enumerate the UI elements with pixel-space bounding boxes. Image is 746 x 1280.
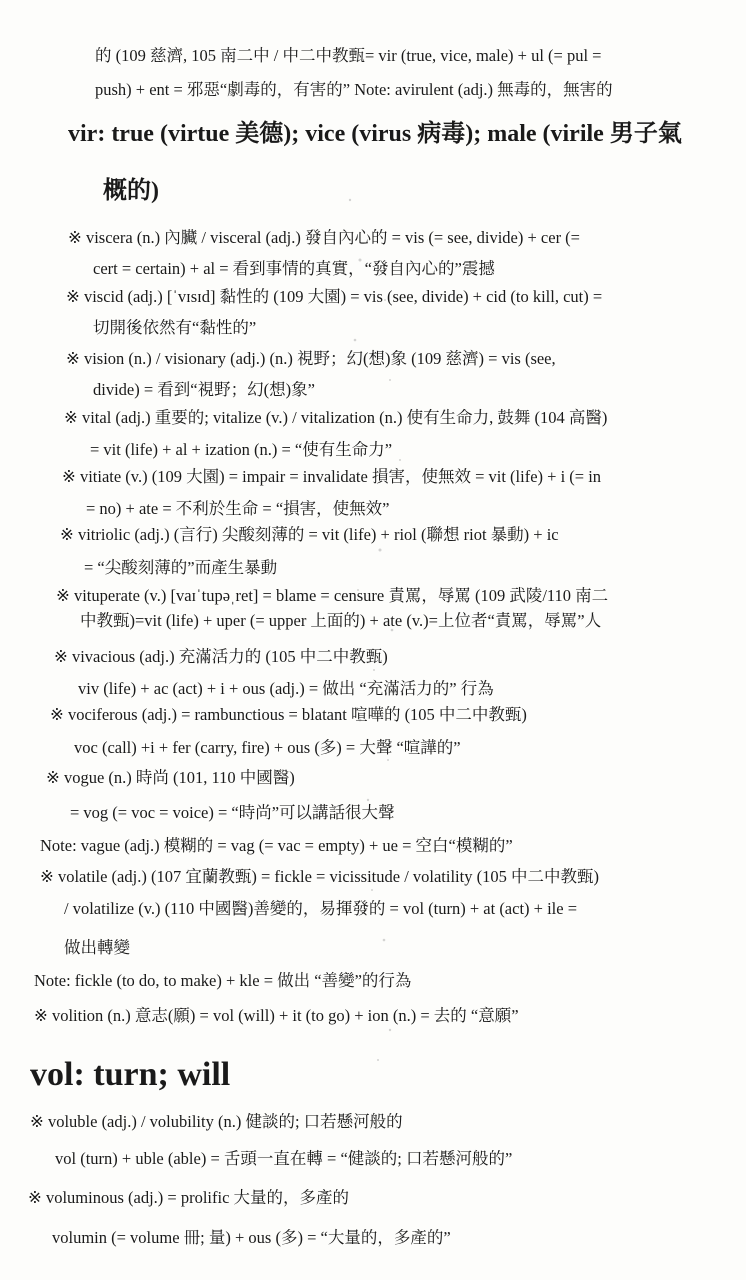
entry-vivacious-detail: viv (life) + ac (act) + i + ous (adj.) = 做出 “充滿活力的” 行為 — [78, 679, 494, 698]
entry-vitiate-detail: = no) + ate = 不利於生命 = “損害，使無效” — [86, 499, 390, 518]
root-heading-vir: vir: true (virtue 美德); vice (virus 病毒); male (virile 男子氣 — [68, 121, 682, 147]
entry-volatile: ※ volatile (adj.) (107 宜蘭教甄) = fickle = vicissitude / volatility (105 中二中教甄) — [40, 867, 599, 886]
root-heading-vol: vol: turn; will — [30, 1056, 231, 1093]
entry-vision: ※ vision (n.) / visionary (adj.) (n.) 視野；幻(想)象 (109 慈濟) = vis (see, — [66, 349, 556, 368]
entry-voluminous: ※ voluminous (adj.) = prolific 大量的，多產的 — [28, 1188, 350, 1207]
entry-volition: ※ volition (n.) 意志(願) = vol (will) + it (to go) + ion (n.) = 去的 “意願” — [34, 1006, 519, 1025]
entry-voluble-detail: vol (turn) + uble (able) = 舌頭一直在轉 = “健談的; 口若懸河般的” — [55, 1149, 513, 1168]
entry-vital: ※ vital (adj.) 重要的; vitalize (v.) / vitalization (n.) 使有生命力, 鼓舞 (104 高醫) — [64, 408, 608, 427]
note-vague: Note: vague (adj.) 模糊的 = vag (= vac = empty) + ue = 空白“模糊的” — [40, 836, 513, 855]
entry-volatile-detail-2: 做出轉變 — [64, 938, 130, 957]
entry-vital-detail: = vit (life) + al + ization (n.) = “使有生命力” — [90, 440, 393, 459]
entry-vogue: ※ vogue (n.) 時尚 (101, 110 中國醫) — [46, 768, 295, 787]
entry-vogue-detail: = vog (= voc = voice) = “時尚”可以講話很大聲 — [70, 803, 395, 822]
entry-viscera: ※ viscera (n.) 內臟 / visceral (adj.) 發自內心的 = vis (= see, divide) + cer (= — [68, 228, 580, 247]
entry-vitiate: ※ vitiate (v.) (109 大園) = impair = invalidate 損害，使無效 = vit (life) + i (= in — [62, 467, 602, 486]
entry-vituperate: ※ vituperate (v.) [vaɪˈtupəˌret] = blame = censure 責罵，辱罵 (109 武陵/110 南二 — [56, 586, 609, 605]
entry-viscid-detail: 切開後依然有“黏性的” — [93, 318, 257, 337]
entry-vitriolic-detail: = “尖酸刻薄的”而產生暴動 — [84, 558, 278, 577]
entry-vivacious: ※ vivacious (adj.) 充滿活力的 (105 中二中教甄) — [54, 647, 388, 666]
entry-vociferous: ※ vociferous (adj.) = rambunctious = blatant 喧嘩的 (105 中二中教甄) — [50, 705, 527, 724]
entry-voluminous-detail: volumin (= volume 冊; 量) + ous (多) = “大量的，多產的” — [52, 1228, 451, 1247]
entry-vitriolic: ※ vitriolic (adj.) (言行) 尖酸刻薄的 = vit (life) + riol (聯想 riot 暴動) + ic — [60, 525, 559, 544]
root-heading-vir-continued: 概的) — [103, 178, 159, 204]
entry-voluble: ※ voluble (adj.) / volubility (n.) 健談的; 口若懸河般的 — [30, 1112, 403, 1131]
note-fickle: Note: fickle (to do, to make) + kle = 做出 “善變”的行為 — [34, 971, 412, 990]
scan-noise-speckle — [330, 190, 450, 1070]
entry-vituperate-detail: 中教甄)=vit (life) + uper (= upper 上面的) + ate (v.)=上位者“責罵，辱罵”人 — [80, 611, 602, 630]
text-line-2: push) + ent = 邪惡“劇毒的，有害的” Note: avirulent (adj.) 無毒的，無害的 — [95, 80, 613, 99]
entry-viscera-detail: cert = certain) + al = 看到事情的真實，“發自內心的”震撼 — [93, 259, 495, 278]
text-line-1: 的 (109 慈濟, 105 南二中 / 中二中教甄= vir (true, vice, male) + ul (= pul = — [95, 46, 602, 65]
entry-vociferous-detail: voc (call) +i + fer (carry, fire) + ous (多) = 大聲 “喧譁的” — [74, 738, 461, 757]
entry-vision-detail: divide) = 看到“視野；幻(想)象” — [93, 380, 315, 399]
entry-volatile-detail: / volatilize (v.) (110 中國醫)善變的，易揮發的 = vol (turn) + at (act) + ile = — [64, 899, 578, 918]
entry-viscid: ※ viscid (adj.) [ˈvɪsɪd] 黏性的 (109 大園) = vis (see, divide) + cid (to kill, cut) = — [66, 287, 603, 306]
